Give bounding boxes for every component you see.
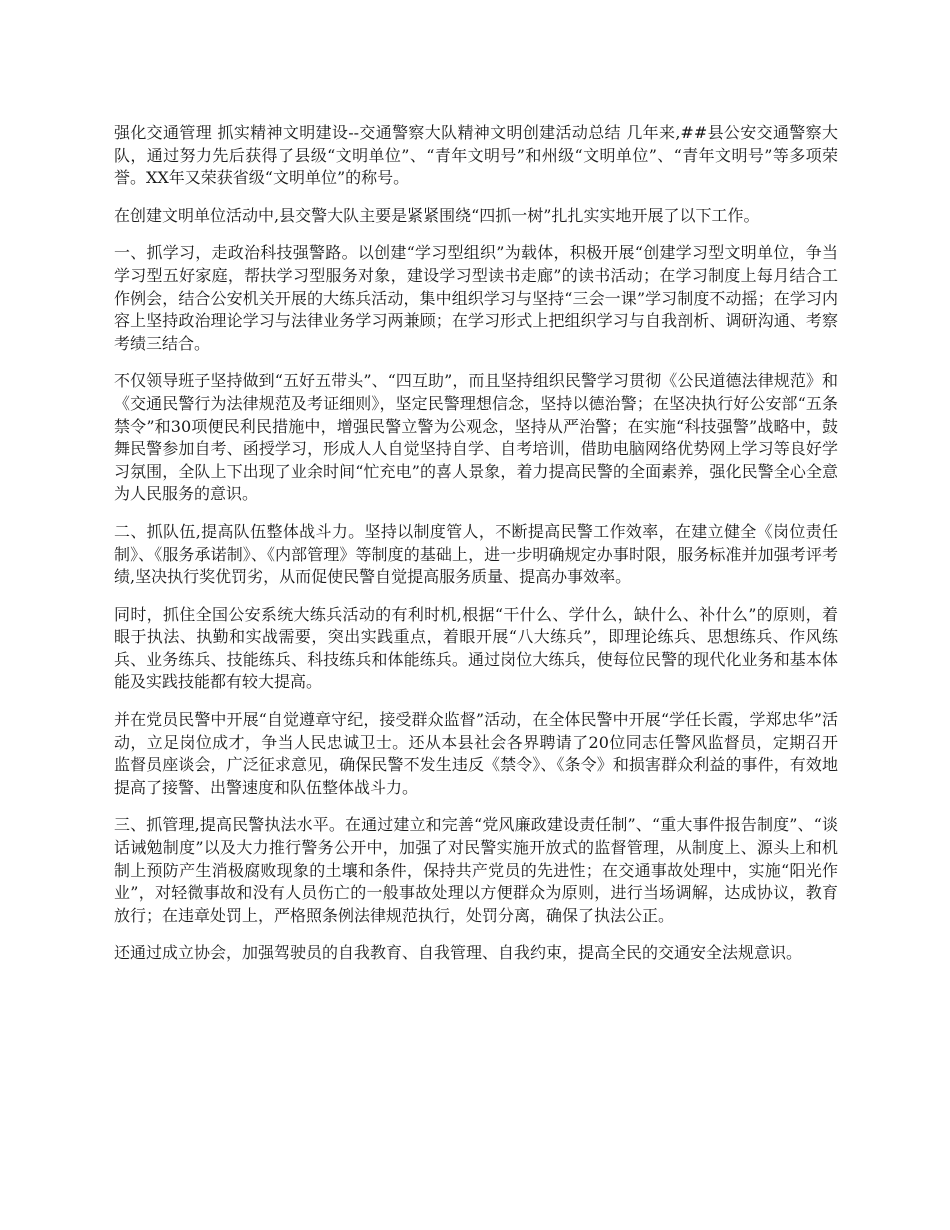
paragraph-section-3-association: 还通过成立协会，加强驾驶员的自我教育、自我管理、自我约束，提高全民的交通安全法规意识。	[114, 943, 803, 963]
paragraph-section-1: 一、抓学习，走政治科技强警路。以创建“学习型组织”为载体，积极开展“创建学习型文明单位，争当学习型五好家庭，帮扶学习型服务对象，建设学习型读书走廊”的读书活动；在学习制度上每月结合工作例会，结合公安机关开展的大练兵活动，集中组织学习与坚持“三会一课”学习制度不动摇；在学习内容上坚持政治理论学习与法律业务学习两兼顾；在学习形式上把组织学习与自我剖析、调研沟通、考察考绩三结合。	[114, 243, 838, 353]
paragraph-section-2-supervision: 并在党员民警中开展“自觉遵章守纪，接受群众监督”活动，在全体民警中开展“学任长霞，学郑忠华”活动，立足岗位成才，争当人民忠诚卫士。还从本县社会各界聘请了20位同志任警风监督员，定期召开监督员座谈会，广泛征求意见，确保民警不发生违反《禁令》、《条令》和损害群众利益的事件，有效地提高了接警、出警速度和队伍整体战斗力。	[114, 710, 838, 797]
paragraph-section-1-detail: 不仅领导班子坚持做到“五好五带头”、“四互助”，而且坚持组织民警学习贯彻《公民道德法律规范》和《交通民警行为法律规范及考证细则》，坚定民警理想信念，坚持以德治警；在坚决执行好公安部“五条禁令”和30项便民利民措施中，增强民警立警为公观念，坚持从严治警；在实施“科技强警”战略中，鼓舞民警参加自考、函授学习，形成人人自觉坚持自学、自考培训，借助电脑网络优势网上学习等良好学习氛围，全队上下出现了业余时间“忙充电”的喜人景象，着力提高民警的全面素养，强化民警全心全意为人民服务的意识。	[114, 371, 838, 504]
document-body	[114, 122, 838, 980]
paragraph-overview: 在创建文明单位活动中,县交警大队主要是紧紧围绕“四抓一树”扎扎实实地开展了以下工作。	[114, 205, 760, 225]
paragraph-intro: 强化交通管理 抓实精神文明建设--交通警察大队精神文明创建活动总结 几年来,##县公安交通警察大队，通过努力先后获得了县级“文明单位”、“青年文明号”和州级“文明单位”、“青年文明号”等多项荣誉。XX年又荣获省级“文明单位”的称号。	[114, 123, 838, 188]
paragraph-section-2: 二、抓队伍,提高队伍整体战斗力。坚持以制度管人，不断提高民警工作效率，在建立健全《岗位责任制》、《服务承诺制》、《内部管理》等制度的基础上，进一步明确规定办事时限，服务标准并加强考评考绩,坚决执行奖优罚劣，从而促使民警自觉提高服务质量、提高办事效率。	[114, 521, 838, 587]
paragraph-section-2-training: 同时，抓住全国公安系统大练兵活动的有利时机,根据“干什么、学什么，缺什么、补什么”的原则，着眼于执法、执勤和实战需要，突出实践重点，着眼开展“八大练兵”，即理论练兵、思想练兵、作风练兵、业务练兵、技能练兵、科技练兵和体能练兵。通过岗位大练兵，使每位民警的现代化业务和基本体能及实践技能都有较大提高。	[114, 604, 838, 692]
paragraph-section-3: 三、抓管理,提高民警执法水平。在通过建立和完善“党风廉政建设责任制”、“重大事件报告制度”、“谈话诫勉制度”以及大力推行警务公开中，加强了对民警实施开放式的监督管理，从制度上、源头上和机制上预防产生消极腐败现象的土壤和条件，保持共产党员的先进性；在交通事故处理中，实施“阳光作业”，对轻微事故和没有人员伤亡的一般事故处理以方便群众为原则，进行当场调解，达成协议，教育放行；在违章处罚上，严格照条例法律规范执行，处罚分离，确保了执法公正。	[114, 815, 838, 925]
